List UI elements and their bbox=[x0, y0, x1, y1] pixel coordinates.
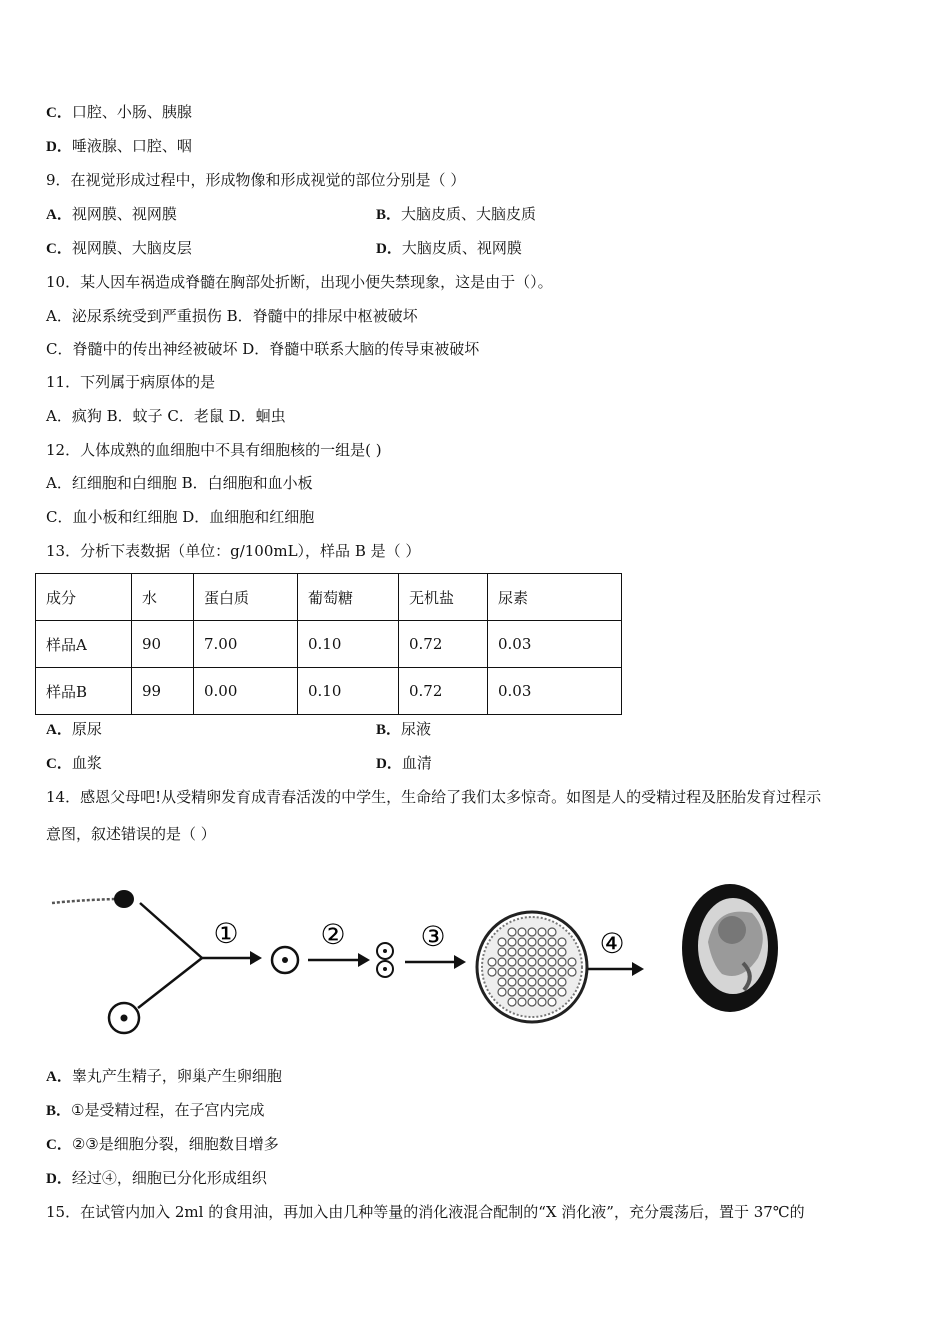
option-letter: C． bbox=[46, 241, 72, 257]
morula-cell bbox=[538, 968, 546, 976]
morula-cell bbox=[528, 938, 536, 946]
option-text: 视网膜、大脑皮层 bbox=[71, 239, 192, 257]
morula-cell bbox=[528, 988, 536, 996]
q14-option-b bbox=[46, 1100, 264, 1121]
option-letter: B． bbox=[376, 722, 402, 738]
table-header-cell: 水 bbox=[132, 574, 194, 621]
step-2-label: ② bbox=[320, 918, 346, 951]
morula-cell bbox=[498, 988, 506, 996]
morula-cell bbox=[558, 938, 566, 946]
option-letter: D． bbox=[376, 241, 402, 257]
q13-option-d bbox=[376, 753, 432, 774]
option-letter: D． bbox=[46, 139, 72, 155]
table-cell: 0.72 bbox=[399, 621, 488, 668]
morula-cell bbox=[518, 968, 526, 976]
option-text: 唾液腺、口腔、咽 bbox=[71, 137, 192, 155]
table-cell: 0.00 bbox=[194, 668, 298, 715]
q14-stem-line1: 14．感恩父母吧!从受精卵发育成青春活泼的中学生，生命给了我们太多惊奇。如图是人的受精过程及胚胎发育过程示 bbox=[46, 788, 822, 806]
option-text: ②③是细胞分裂，细胞数目增多 bbox=[71, 1135, 279, 1153]
q13-option-c bbox=[46, 753, 102, 774]
table-header-cell: 无机盐 bbox=[399, 574, 488, 621]
fertilization-development-diagram bbox=[40, 850, 800, 1050]
q11-options: A．疯狗 B．蚊子 C．老鼠 D．蛔虫 bbox=[46, 407, 286, 425]
q12-options-cd: C．血小板和红细胞 D．血细胞和红细胞 bbox=[46, 508, 315, 526]
q14-stem-line2: 意图，叙述错误的是（ ） bbox=[46, 825, 216, 843]
morula-cell bbox=[498, 978, 506, 986]
table-cell: 0.10 bbox=[298, 621, 399, 668]
morula-cell bbox=[538, 958, 546, 966]
morula-cell bbox=[528, 998, 536, 1006]
zygote bbox=[272, 947, 298, 973]
q9-option-b bbox=[376, 204, 536, 225]
q13-option-a bbox=[46, 719, 102, 740]
option-letter: A． bbox=[46, 722, 72, 738]
q15-stem: 15．在试管内加入 2ml 的食用油，再加入由几种等量的消化液混合配制的“X 消化液”，充分震荡后，置于 37℃的 bbox=[46, 1203, 805, 1221]
option-text: 经过④，细胞已分化形成组织 bbox=[71, 1169, 267, 1187]
morula-cell bbox=[528, 978, 536, 986]
option-text: 视网膜、视网膜 bbox=[71, 205, 177, 223]
option-letter: D． bbox=[46, 1171, 72, 1187]
morula-cell bbox=[508, 998, 516, 1006]
table-header-cell: 成分 bbox=[36, 574, 132, 621]
morula-cell bbox=[538, 948, 546, 956]
morula-cell bbox=[488, 958, 496, 966]
morula-cell bbox=[568, 968, 576, 976]
q14-option-d bbox=[46, 1168, 267, 1189]
converging-lines bbox=[138, 903, 262, 1008]
morula-cell bbox=[568, 958, 576, 966]
option-letter: A． bbox=[46, 207, 72, 223]
egg-cell bbox=[109, 1003, 139, 1033]
morula-cell bbox=[558, 988, 566, 996]
table-header-cell: 尿素 bbox=[488, 574, 622, 621]
table-header-cell: 葡萄糖 bbox=[298, 574, 399, 621]
morula-cell bbox=[548, 958, 556, 966]
q13-option-b bbox=[376, 719, 431, 740]
morula-cell bbox=[508, 948, 516, 956]
option-text: 原尿 bbox=[71, 720, 102, 738]
morula-cell bbox=[518, 928, 526, 936]
table-cell: 0.10 bbox=[298, 668, 399, 715]
morula-cell bbox=[548, 938, 556, 946]
option-letter: A． bbox=[46, 1069, 72, 1085]
morula-cell bbox=[548, 968, 556, 976]
option-text: ①是受精过程，在子宫内完成 bbox=[71, 1101, 265, 1119]
q12-options-ab: A．红细胞和白细胞 B．白细胞和血小板 bbox=[46, 474, 313, 492]
morula-cell bbox=[498, 938, 506, 946]
morula-cell bbox=[538, 988, 546, 996]
table-cell: 0.03 bbox=[488, 621, 622, 668]
morula-cell bbox=[518, 998, 526, 1006]
morula-cell bbox=[498, 958, 506, 966]
q9-stem: 9．在视觉形成过程中，形成物像和形成视觉的部位分别是（ ） bbox=[46, 171, 466, 189]
option-text: 睾丸产生精子，卵巢产生卵细胞 bbox=[71, 1067, 282, 1085]
morula-cell bbox=[538, 938, 546, 946]
morula-cell bbox=[518, 948, 526, 956]
option-text: 血清 bbox=[401, 754, 432, 772]
morula-cell bbox=[518, 958, 526, 966]
morula-cell bbox=[548, 988, 556, 996]
table-cell: 7.00 bbox=[194, 621, 298, 668]
morula-cell bbox=[508, 938, 516, 946]
table-cell: 99 bbox=[132, 668, 194, 715]
q9-option-a bbox=[46, 204, 177, 225]
table-cell: 0.72 bbox=[399, 668, 488, 715]
option-text: 血浆 bbox=[71, 754, 102, 772]
table-row bbox=[36, 621, 622, 668]
fetus bbox=[682, 884, 778, 1012]
table-header-row bbox=[36, 574, 622, 621]
morula-cell bbox=[498, 948, 506, 956]
morula-cell bbox=[538, 928, 546, 936]
arrow-3 bbox=[405, 955, 466, 969]
q10-options-ab: A．泌尿系统受到严重损伤 B．脊髓中的排尿中枢被破坏 bbox=[46, 307, 418, 325]
morula-cell bbox=[558, 968, 566, 976]
q10-stem: 10．某人因车祸造成脊髓在胸部处折断，出现小便失禁现象，这是由于（）。 bbox=[46, 273, 553, 291]
option-letter: B． bbox=[46, 1103, 72, 1119]
morula-cell bbox=[508, 928, 516, 936]
morula-cell bbox=[518, 978, 526, 986]
table-row bbox=[36, 668, 622, 715]
morula-cell bbox=[488, 968, 496, 976]
option-letter: C． bbox=[46, 105, 72, 121]
option-text: 大脑皮质、大脑皮质 bbox=[401, 205, 537, 223]
arrow-2 bbox=[308, 953, 370, 967]
morula-cell bbox=[508, 958, 516, 966]
q14-option-c bbox=[46, 1134, 279, 1155]
morula-cell bbox=[518, 938, 526, 946]
q8-option-c bbox=[46, 102, 192, 123]
table-header-cell: 蛋白质 bbox=[194, 574, 298, 621]
morula-cell bbox=[558, 948, 566, 956]
morula-cell bbox=[558, 978, 566, 986]
q14-option-a bbox=[46, 1066, 282, 1087]
morula-cell bbox=[518, 988, 526, 996]
step-1-label: ① bbox=[213, 917, 239, 950]
option-text: 大脑皮质、视网膜 bbox=[401, 239, 522, 257]
option-letter: D． bbox=[376, 756, 402, 772]
morula bbox=[477, 912, 587, 1022]
morula-cell bbox=[528, 968, 536, 976]
step-4-label: ④ bbox=[599, 927, 625, 960]
morula-cell bbox=[498, 968, 506, 976]
morula-cell bbox=[528, 948, 536, 956]
morula-cell bbox=[548, 928, 556, 936]
q9-option-c bbox=[46, 238, 192, 259]
two-cell-embryo bbox=[377, 943, 393, 977]
q12-stem: 12．人体成熟的血细胞中不具有细胞核的一组是( ) bbox=[46, 441, 382, 459]
morula-cell bbox=[548, 978, 556, 986]
morula-cell bbox=[548, 948, 556, 956]
morula-cell bbox=[548, 998, 556, 1006]
sperm-cell bbox=[52, 890, 134, 908]
q9-option-d bbox=[376, 238, 522, 259]
morula-cell bbox=[528, 958, 536, 966]
q10-options-cd: C．脊髓中的传出神经被破坏 D．脊髓中联系大脑的传导束被破坏 bbox=[46, 340, 480, 358]
morula-cell bbox=[538, 998, 546, 1006]
q13-stem: 13．分析下表数据（单位：g/100mL），样品 B 是（ ） bbox=[46, 542, 421, 560]
morula-cell bbox=[528, 928, 536, 936]
morula-cell bbox=[508, 978, 516, 986]
q8-option-d bbox=[46, 136, 192, 157]
morula-cell bbox=[508, 968, 516, 976]
option-letter: C． bbox=[46, 756, 72, 772]
option-text: 尿液 bbox=[401, 720, 432, 738]
table-cell: 样品A bbox=[36, 621, 132, 668]
q11-stem: 11．下列属于病原体的是 bbox=[46, 373, 216, 391]
table-cell: 0.03 bbox=[488, 668, 622, 715]
morula-cell bbox=[508, 988, 516, 996]
q13-data-table bbox=[35, 573, 622, 715]
morula-cell bbox=[558, 958, 566, 966]
option-letter: B． bbox=[376, 207, 402, 223]
option-text: 口腔、小肠、胰腺 bbox=[71, 103, 192, 121]
morula-cell bbox=[538, 978, 546, 986]
table-cell: 90 bbox=[132, 621, 194, 668]
option-letter: C． bbox=[46, 1137, 72, 1153]
step-3-label: ③ bbox=[420, 920, 446, 953]
arrow-4 bbox=[588, 962, 644, 976]
table-cell: 样品B bbox=[36, 668, 132, 715]
